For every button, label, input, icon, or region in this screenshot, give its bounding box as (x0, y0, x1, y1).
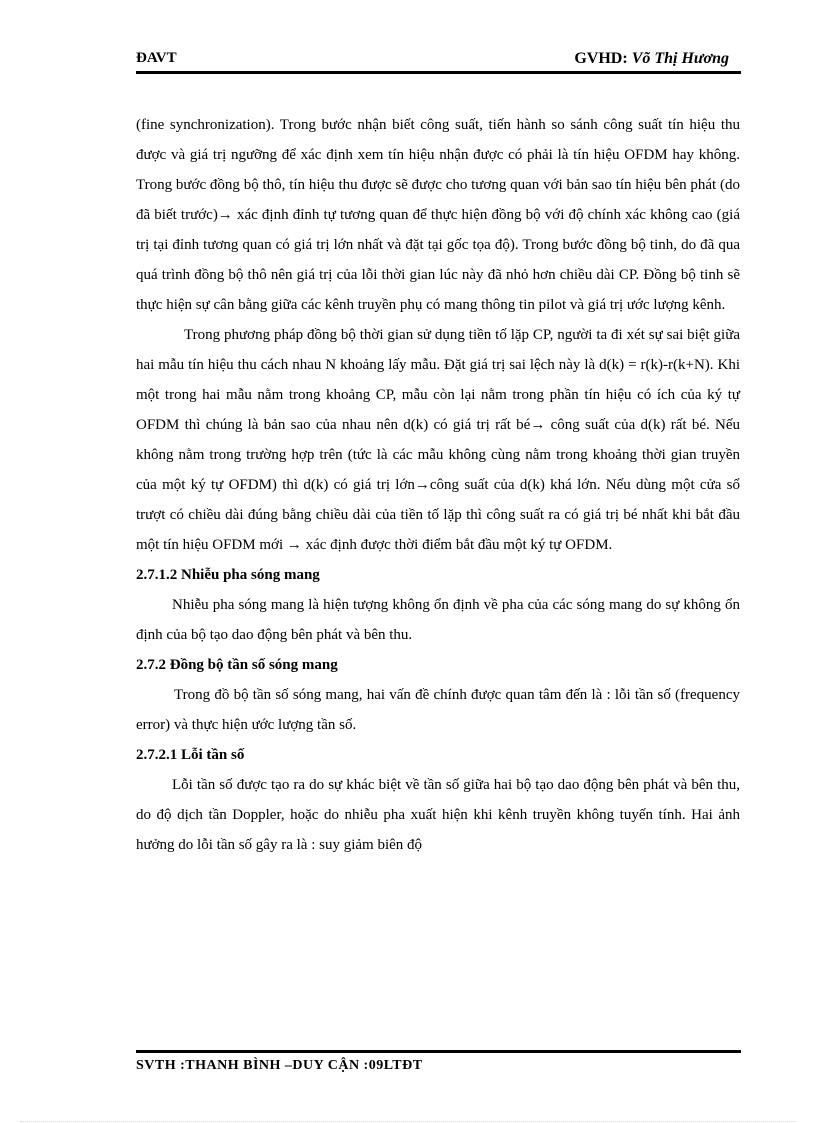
header-right-name: Võ Thị Hương (631, 50, 729, 67)
page-footer: SVTH :THANH BÌNH –DUY CẬN :09LTĐT (136, 1058, 423, 1073)
page-header (136, 50, 741, 70)
paragraph-2: Trong phương pháp đồng bộ thời gian sử dụng tiền tố lặp CP, người ta đi xét sự sai biệt giữa hai mẫu tín hiệu thu cách nhau N khoảng lấy mẫu. Đặt giá trị sai lệch này là d(k) = r(k)-r(k+N). Khi một trong hai mẫu nằm trong khoảng CP, mẫu còn lại nằm trong phần tín hiệu có ích của ký tự OFDM thì chúng là bản sao của nhau nên d(k) có giá trị rất bé→ công suất của d(k) rất bé. Nếu không nằm trong trường hợp trên (tức là các mẫu không cùng nằm trong khoảng thời gian truyền của một ký tự OFDM) thì d(k) có giá trị lớn→công suất của d(k) khá lớn. Nếu dùng một cửa sổ trượt có chiều dài đúng bằng chiều dài của tiền tố lặp thì công suất ra có giá trị bé nhất khi bắt đầu một tín hiệu OFDM mới → xác định được thời điểm bắt đầu một ký tự OFDM. (136, 327, 740, 553)
page-bottom-dotted-edge (20, 1121, 796, 1122)
page-body (136, 110, 740, 860)
heading-2-7-2-1: 2.7.2.1 Lỗi tần số (136, 747, 245, 763)
paragraph-3: Nhiễu pha sóng mang là hiện tượng không ổn định về pha của các sóng mang do sự không ổn định của bộ tạo dao động bên phát và bên thu. (136, 597, 740, 643)
header-rule (136, 71, 741, 74)
paragraph-4: Trong đồ bộ tần số sóng mang, hai vấn đề chính được quan tâm đến là : lỗi tần số (frequency error) và thực hiện ước lượng tần số. (136, 687, 740, 733)
paragraph-5: Lỗi tần số được tạo ra do sự khác biệt về tần số giữa hai bộ tạo dao động bên phát và bên thu, do độ dịch tần Doppler, hoặc do nhiễu pha xuất hiện khi kênh truyền không tuyến tính. Hai ảnh hưởng do lỗi tần số gây ra là : suy giảm biên độ (136, 777, 740, 853)
footer-rule (136, 1050, 741, 1053)
heading-2-7-2: 2.7.2 Đồng bộ tần số sóng mang (136, 657, 338, 673)
heading-2-7-1-2: 2.7.1.2 Nhiễu pha sóng mang (136, 567, 320, 583)
header-left: ĐAVT (136, 50, 177, 66)
header-right-label: GVHD: (574, 50, 628, 67)
paragraph-1: (fine synchronization). Trong bước nhận biết công suất, tiến hành so sánh công suất tín hiệu thu được và giá trị ngưỡng để xác định xem tín hiệu nhận được có phải là tín hiệu OFDM hay không. Trong bước đồng bộ thô, tín hiệu thu được sẽ được cho tương quan với bản sao tín hiệu bên phát (do đã biết trước)→ xác định đỉnh tự tương quan để thực hiện đồng bộ với độ chính xác không cao (giá trị tại đỉnh tương quan có giá trị lớn nhất và đặt tại gốc tọa độ). Trong bước đồng bộ tinh, do đã qua quá trình đồng bộ thô nên giá trị của lỗi thời gian lúc này đã nhỏ hơn chiều dài CP. Đồng bộ tinh sẽ thực hiện sự cân bằng giữa các kênh truyền phụ có mang thông tin pilot và giá trị ước lượng kênh. (136, 117, 740, 313)
header-right (574, 50, 729, 68)
